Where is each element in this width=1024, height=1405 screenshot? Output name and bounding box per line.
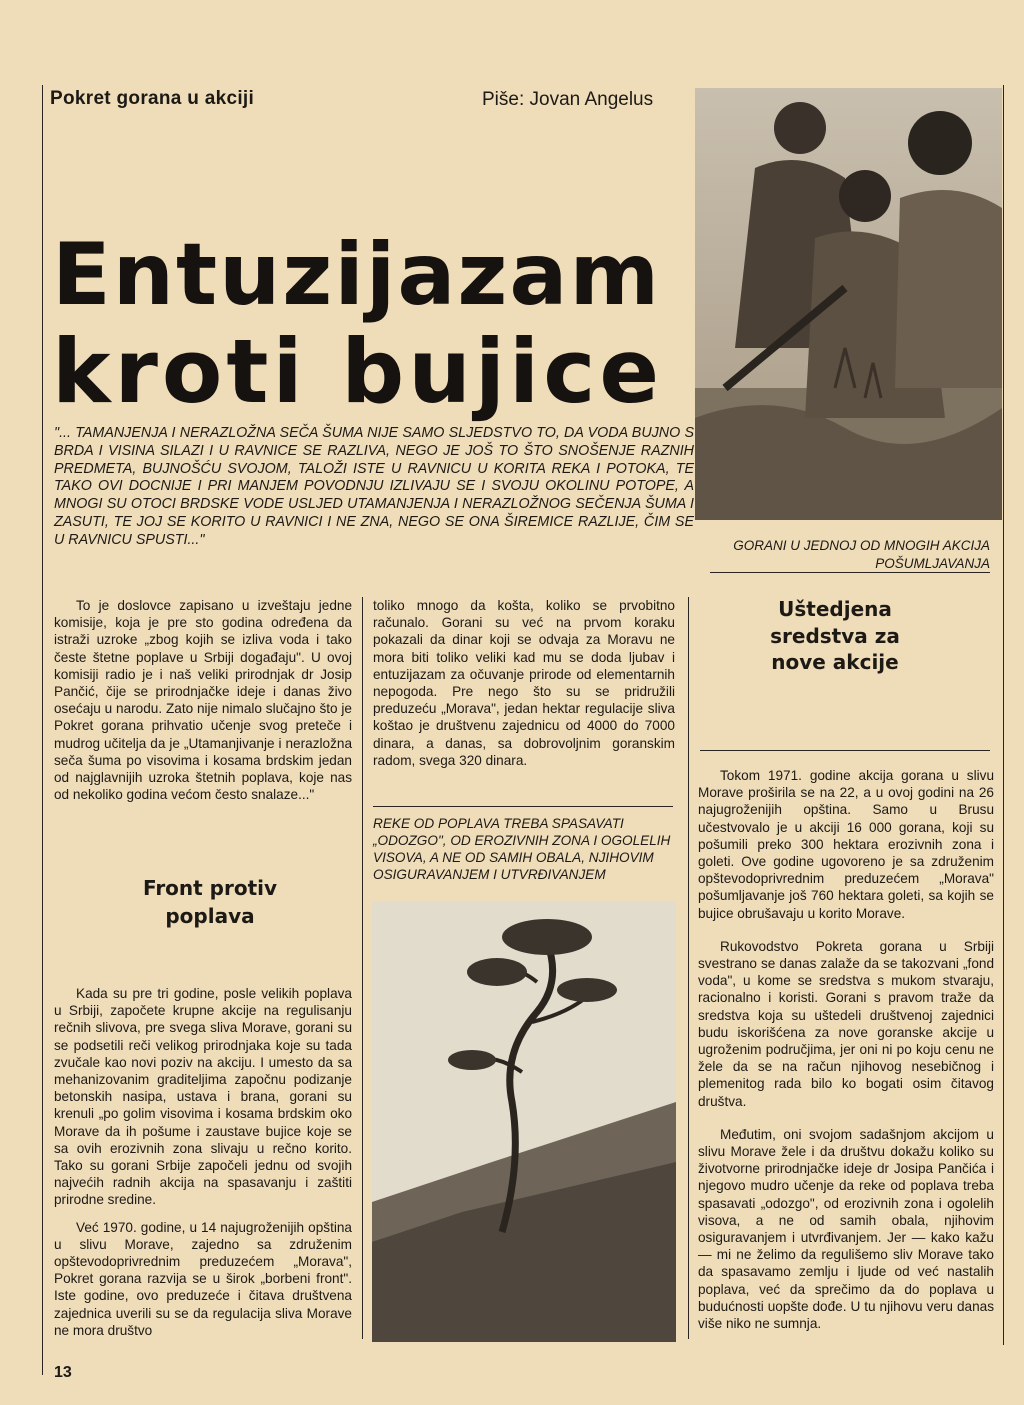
subhead-front-protiv-poplava: Front protiv poplava [142,876,278,928]
column-1-body-paragraph-2: Već 1970. godine, u 14 najugroženijih opština u slivu Morave, zajedno sa združenim opštevodoprivrednim preduzećem „Morava", Pokret gorana razvija se u širok „borbeni front". Iste godine, ovo preduzeće i čitava društvena zajednica uverili su se da regulacija sliva Morave ne mora društvo [54,1219,352,1338]
pull-quote: REKE OD POPLAVA TREBA SPASAVATI „ODOZGO", OD EROZIVNIH ZONA I OGOLELIH VISOVA, A NE OD SAMIH OBALA, NJIHOVIM OSIGURAVANJEM I UTVRĐIVANJEM [373,816,671,882]
right-border-rule [1003,85,1004,1345]
column-3-paragraph-3: Međutim, oni svojom sadašnjom akcijom u slivu Morave žele i da društvu dokažu koliko su životvorne prirodnjačke ideje dr Josipa Pančića i njegovo mudro učenje da reke od poplava treba spasavati „odozgo", od erozivnih zona i ogolelih visova, a ne od samih obala, njihovim osiguravanjem i utvrđivanjem. Jer — kako kažu — mi ne želimo da regulišemo sliv Morave tako da spasavamo zemlju i ljude od već nastalih poplava, već da sprečimo da do poplava u budućnosti uopšte dođe. U tu njihovu veru danas više niko ne sumnja. [698,1126,994,1332]
subhead-ustedjena-sredstva: Uštedjena sredstva za nove akcije [770,597,900,674]
lead-quote: "... TAMANJENJA I NERAZLOŽNA SEČA ŠUMA NIJE SAMO SLJEDSTVO TO, DA VODA BUJNO S BRDA I VISINA SILAZI I U RAVNICE SE RAZLIVA, NEGO JE JOŠ TO ŠTO SNOŠENJE RAZNIH PREDMETA, BUJNOŠĆU SVOJOM, TALOŽI ISTE U RAVNICU U KORITA REKA I POTOKA, TE TAKO OVI DOCNIJE I PRI MANJEM POVODNJU IZLIVAJU SE I SVOJU OKOLINU POTOPE, A MNOGI SU OTOCI BRDSKE VODE USLJED UTAMANJENJA I NERAZLOŽNOG SEČENJA ŠUMA I ZASUTI, TE JOJ SE KORITO U RAVNICI I NE ZNA, NEGO SE ONA ŠIREMICE RAZLIJE, ČIM SE U RAVNICU SPUSTI..." [54,425,694,548]
pullquote-rule-top [373,806,673,807]
author-byline: Piše: Jovan Angelus [482,89,654,110]
photo-caption: GORANI U JEDNOJ OD MNOGIH AKCIJA POŠUMLJAVANJA [733,538,990,571]
column-rule-2 [688,597,689,1339]
column-2-text [373,597,675,769]
section-kicker: Pokret gorana u akciji [50,88,255,109]
column3-top-rule [700,750,990,751]
gorani-planting-photo [695,88,1002,520]
column-rule-1 [362,597,363,1339]
column-3-text [698,767,994,1332]
column-1-intro [54,597,352,803]
headline-line-2: kroti bujice [52,320,664,423]
column-3-paragraph-1: Tokom 1971. godine akcija gorana u slivu Morave proširila se na 22, a u ovoj godini na 26 najugroženijih opština. Samo u Brusu učestvovalo je u akciji 16 000 gorana, koji su pošumili preko 300 hektara erozivnih zona i goleti. Ove godine ugovoreno je sa združenim opštevodoprivrednim preduzećem „Morava" pošumljavanje još 760 hektara goleti, sa kojih se bujice obrušavaju u korito Morave. [698,768,994,921]
column-3-paragraph-2: Rukovodstvo Pokreta gorana u Srbiji svestrano se danas zalaže da se takozvani „fond voda", u kome se sredstva s mukom stvaraju, racionalno i koristi. Gorani s pravom traže da sredstva koja su uštedeli društvenoj zajednici budu iskorišćena za nove goranske akcije u ugroženim područjima, jer oni ni po koju cenu ne žele da se na račun njihovog nesebičnog i plemenitog rada bilo ko bogati osim čitavog društva. [698,938,994,1109]
tree-on-slope-photo [372,902,676,1342]
column-1-body [54,985,352,1339]
column-1-body-paragraph-1: Kada su pre tri godine, posle velikih poplava u Srbiji, započete krupne akcije na regulisanju rečnih slivova, pre svega sliva Morave, gorani su se podsetili reči velikog prirodnjaka koje su tada zvučale kao novi poziv na akciju. I umesto da sa mehanizovanim graditeljima započnu podizanje betonskih nasipa, ustava i brana, gorani su krenuli „po golim visovima i kosama brdskim oko Morave da ih pošume i zaustave bujice koje se sa ovih erozivnih zona slivaju u rečno korito. Tako su gorani Srbije započeli jednu od svojih najvećih radnih akcija na spasavanju i zaštiti prirodne sredine. [54,986,352,1208]
page-number: 13 [54,1364,72,1381]
column-2-paragraph: toliko mnogo da košta, koliko se prvobitno računalo. Gorani su već na prvom koraku pokazali da dinar koji se odvaja za Moravu ne mora biti toliko veliki kad mu se doda ljubav i entuzijazam za očuvanje prirode od elementarnih nepogoda. Pre nego što su se pridružili preduzeću „Morava", jedan hektar regulacije sliva koštao je društvenu zajednicu od 4000 do 7000 dinara, a danas, sa dobrovoljnim goranskim radom, svega 320 dinara. [373,598,675,768]
left-border-rule [42,85,43,1375]
column-1-paragraph: To je doslovce zapisano u izveštaju jedne komisije, koja je pre sto godina određena da istraži uzroke „zbog kojih se izliva voda i tako česte štetne poplave u Srbiji događaju". U ovoj komisiji radio je i naš veliki prirodnjak dr Josip Pančić, čije se prirodnjačke ideje i danas živo osećaju u narodu. Zato nije nimalo slučajno što je Pokret gorana prihvatio učenje svog preteče i mudrog učitelja da je „Utamanjivanje i nerazložna seča šuma po visovima i kosama brdskim jedan od najglavnijih uzroka štetnih poplava, koje nas od nekoliko godina većom često snalaze..." [54,598,352,803]
headline-line-1: Entuzijazam [52,225,662,325]
